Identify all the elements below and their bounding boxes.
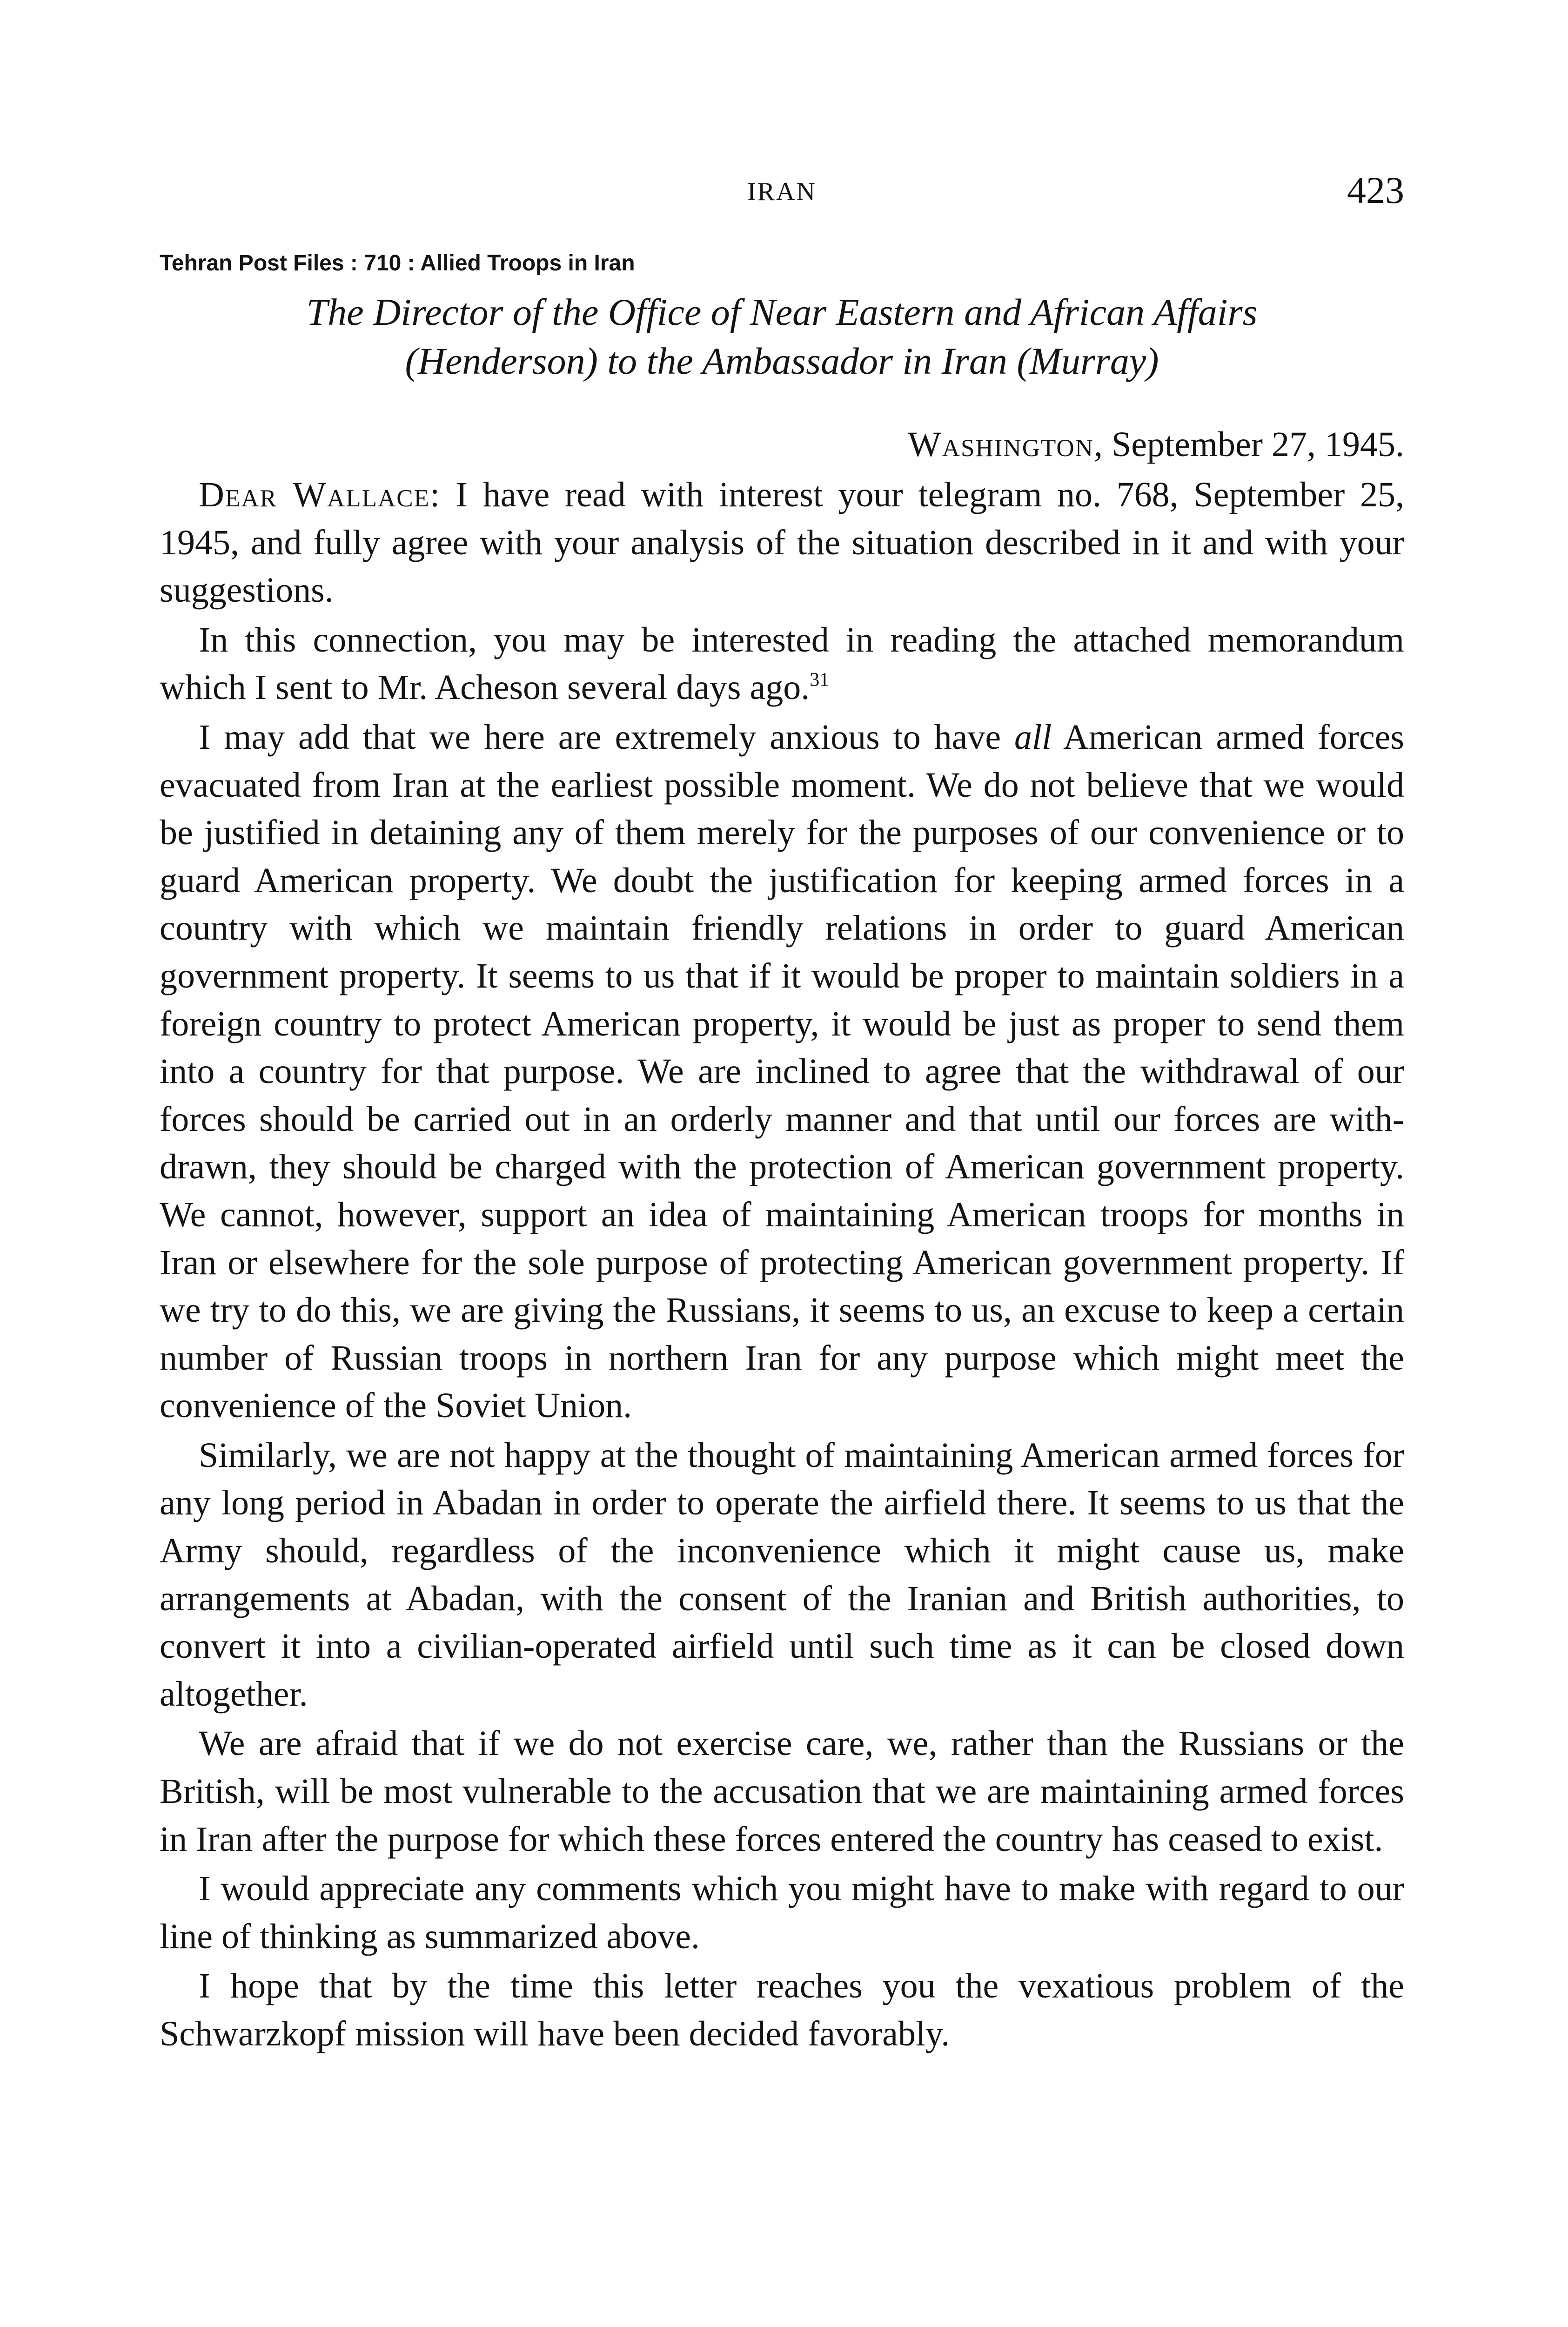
paragraph-3	[160, 713, 1404, 1430]
document-page	[160, 0, 1404, 2327]
footnote-reference-mark: 31	[810, 669, 830, 691]
emphasis-all: all	[1014, 717, 1052, 757]
running-title: IRAN	[747, 177, 817, 206]
file-reference: Tehran Post Files : 710 : Allied Troops in Iran	[160, 251, 635, 276]
dateline	[908, 424, 1404, 465]
dateline-place: Washington	[908, 425, 1094, 464]
paragraph-2	[160, 616, 1404, 712]
paragraph-7: I hope that by the time this letter reaches you the vexatious problem of the Schwarzkopf mission will have been decided favorably.	[160, 1966, 1404, 2053]
paragraph-2-text: In this connection, you may be interested in reading the attached memorandum which I sent to Mr. Acheson several days ago.	[160, 620, 1404, 707]
heading-line-1: The Director of the Office of Near Eastern and African Affairs	[306, 291, 1258, 333]
paragraph-1	[160, 471, 1404, 614]
letter-body	[160, 471, 1404, 2058]
dateline-date: , September 27, 1945.	[1093, 425, 1404, 464]
paragraph-5: We are afraid that if we do not exercise care, we, rather than the Russians or the British, will be most vulnerable to the accusation that we are maintaining armed forces in Iran after the purpose for which these forces entered the country has ceased to exist.	[160, 1724, 1404, 1859]
salutation: Dear Wallace:	[199, 475, 441, 514]
document-heading	[160, 288, 1404, 385]
running-header	[160, 168, 1404, 215]
paragraph-3-text-start: I may add that we here are extremely anxious to have	[199, 717, 1015, 757]
paragraph-3-text-rest: American armed forces evacuated from Iran at the earliest possible moment. We do not believe that we would be justified in detaining any of them merely for the purposes of our convenience or to guard American property. We doubt the justification for keeping armed forces in a country with which we maintain friendly relations in order to guard American government property. It seems to us that if it would be proper to maintain soldiers in a foreign country to protect American property, it would be just as proper to send them into a country for that purpose. We are inclined to agree that the withdrawal of our forces should be carried out in an orderly manner and that until our forces are withdrawn, they should be charged with the protection of American government property. We cannot, however, support an idea of maintaining American troops for months in Iran or elsewhere for the sole purpose of protecting American government property. If we try to do this, we are giving the Russians, it seems to us, an excuse to keep a certain number of Russian troops in northern Iran for any purpose which might meet the convenience of the Soviet Union.	[160, 717, 1404, 1426]
paragraph-1-text: I have read with interest your telegram no. 768, September 25, 1945, and fully agree with your analysis of the situation described in it and with your suggestions.	[160, 475, 1405, 610]
paragraph-4: Similarly, we are not happy at the thought of maintaining American armed forces for any long period in Abadan in order to operate the airfield there. It seems to us that the Army should, regardless of the inconvenience which it might cause us, make arrangements at Abadan, with the consent of the Iranian and British authorities, to convert it into a civilian-operated airfield until such time as it can be closed down altogether.	[160, 1435, 1404, 1714]
heading-line-2: (Henderson) to the Ambassador in Iran (Murray)	[405, 340, 1159, 382]
paragraph-6: I would appreciate any comments which you might have to make with regard to our line of thinking as summarized above.	[160, 1869, 1404, 1956]
page-number: 423	[1347, 169, 1404, 211]
